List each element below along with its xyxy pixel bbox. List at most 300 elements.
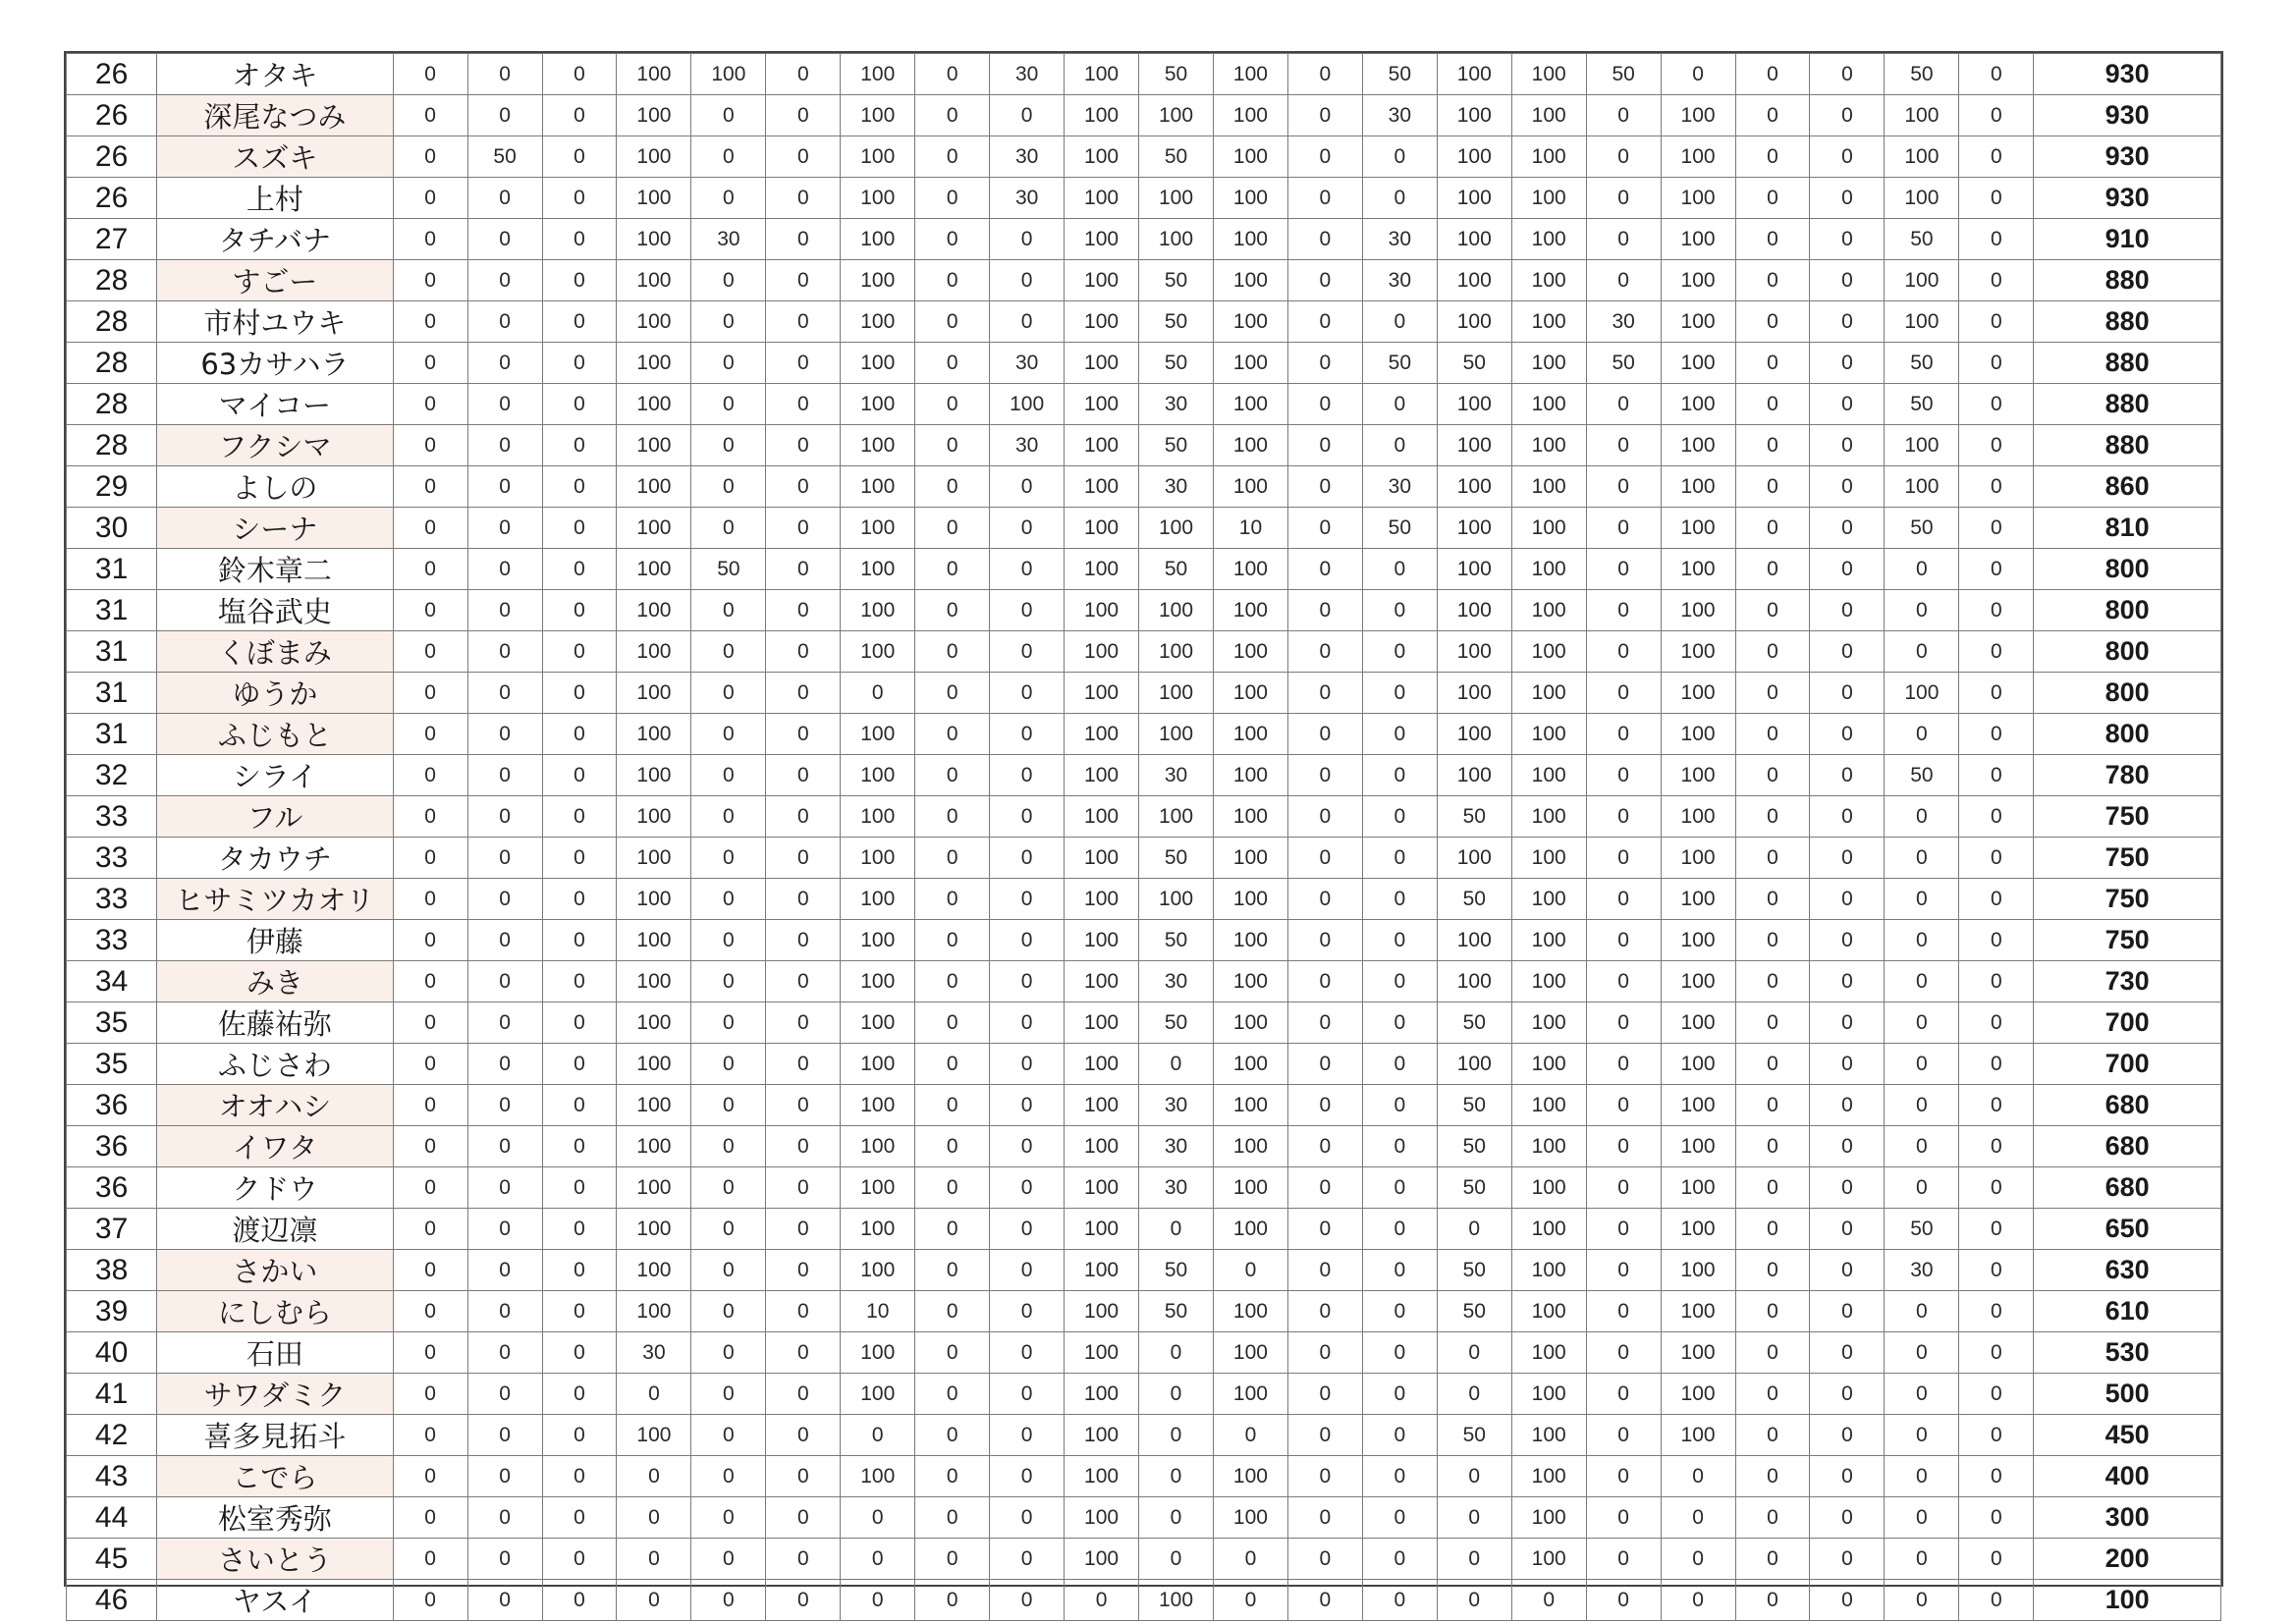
- score-cell: 100: [841, 54, 915, 95]
- score-cell: 0: [990, 95, 1065, 136]
- score-cell: 0: [915, 631, 990, 673]
- score-cell: 100: [1437, 838, 1511, 879]
- score-cell: 100: [841, 838, 915, 879]
- table-row: [67, 549, 2221, 590]
- score-cell: 0: [990, 1415, 1065, 1456]
- total-cell: 680: [2034, 1167, 2221, 1209]
- score-cell: 50: [1885, 219, 1959, 260]
- score-cell: 0: [1213, 1580, 1287, 1621]
- score-cell: 100: [617, 590, 691, 631]
- score-cell: 0: [1810, 136, 1885, 178]
- score-cell: 0: [1287, 54, 1362, 95]
- score-cell: 100: [1065, 1126, 1139, 1167]
- score-cell: 0: [990, 1002, 1065, 1044]
- score-cell: 0: [1362, 631, 1437, 673]
- score-cell: 0: [766, 260, 841, 301]
- score-cell: 100: [1885, 178, 1959, 219]
- score-cell: 0: [1735, 301, 1810, 343]
- score-cell: 0: [1287, 384, 1362, 425]
- score-cell: 0: [542, 714, 617, 755]
- table-row: [67, 1250, 2221, 1291]
- score-cell: 0: [542, 1580, 617, 1621]
- score-cell: 100: [1661, 260, 1735, 301]
- score-cell: 100: [1511, 590, 1586, 631]
- score-cell: 0: [766, 838, 841, 879]
- score-cell: 0: [1810, 301, 1885, 343]
- score-cell: 0: [1287, 178, 1362, 219]
- score-cell: 0: [1959, 590, 2034, 631]
- score-cell: 0: [393, 1250, 467, 1291]
- score-cell: 0: [691, 508, 766, 549]
- score-cell: 0: [1959, 1539, 2034, 1580]
- score-cell: 0: [1586, 1250, 1661, 1291]
- score-cell: 0: [1959, 1209, 2034, 1250]
- score-cell: 0: [990, 755, 1065, 796]
- score-cell: 0: [1810, 590, 1885, 631]
- name-cell: 伊藤: [157, 920, 393, 961]
- score-cell: 0: [1810, 631, 1885, 673]
- score-cell: 100: [617, 1415, 691, 1456]
- score-cell: 0: [1735, 1250, 1810, 1291]
- score-cell: 0: [467, 1002, 542, 1044]
- score-cell: 0: [1586, 1415, 1661, 1456]
- score-cell: 0: [542, 384, 617, 425]
- score-cell: 100: [1065, 466, 1139, 508]
- score-cell: 0: [1586, 508, 1661, 549]
- score-cell: 0: [691, 425, 766, 466]
- score-cell: 100: [617, 1209, 691, 1250]
- score-cell: 100: [1213, 1291, 1287, 1332]
- score-cell: 0: [1885, 961, 1959, 1002]
- score-cell: 100: [617, 466, 691, 508]
- total-cell: 700: [2034, 1002, 2221, 1044]
- score-cell: 0: [617, 1580, 691, 1621]
- score-cell: 100: [1661, 301, 1735, 343]
- score-cell: 100: [841, 95, 915, 136]
- score-cell: 0: [467, 1167, 542, 1209]
- score-cell: 0: [467, 838, 542, 879]
- score-cell: 0: [1735, 1374, 1810, 1415]
- score-cell: 100: [1511, 1539, 1586, 1580]
- rank-cell: 30: [67, 508, 157, 549]
- score-cell: 100: [617, 219, 691, 260]
- score-cell: 0: [1959, 549, 2034, 590]
- score-cell: 0: [691, 1209, 766, 1250]
- score-cell: 100: [841, 466, 915, 508]
- score-cell: 100: [1511, 1374, 1586, 1415]
- score-cell: 100: [1437, 301, 1511, 343]
- score-cell: 100: [1661, 1002, 1735, 1044]
- score-cell: 0: [393, 1167, 467, 1209]
- score-cell: 0: [542, 1167, 617, 1209]
- total-cell: 300: [2034, 1497, 2221, 1539]
- score-cell: 0: [1287, 1539, 1362, 1580]
- score-cell: 0: [1810, 879, 1885, 920]
- score-cell: 100: [1437, 260, 1511, 301]
- score-cell: 100: [841, 1167, 915, 1209]
- score-cell: 0: [542, 54, 617, 95]
- score-cell: 0: [467, 796, 542, 838]
- score-cell: 0: [915, 1580, 990, 1621]
- rank-cell: 28: [67, 343, 157, 384]
- score-cell: 30: [1362, 219, 1437, 260]
- score-cell: 0: [1362, 1456, 1437, 1497]
- score-cell: 0: [542, 1209, 617, 1250]
- total-cell: 930: [2034, 54, 2221, 95]
- score-cell: 0: [542, 755, 617, 796]
- score-cell: 100: [1065, 136, 1139, 178]
- score-cell: 0: [1959, 466, 2034, 508]
- score-cell: 0: [1959, 301, 2034, 343]
- score-cell: 50: [1885, 384, 1959, 425]
- score-cell: 0: [393, 343, 467, 384]
- rank-cell: 37: [67, 1209, 157, 1250]
- score-cell: 0: [915, 1002, 990, 1044]
- table-row: [67, 1167, 2221, 1209]
- score-cell: 100: [990, 384, 1065, 425]
- score-cell: 0: [1287, 1002, 1362, 1044]
- name-cell: タカウチ: [157, 838, 393, 879]
- score-cell: 0: [1959, 1250, 2034, 1291]
- score-cell: 0: [915, 466, 990, 508]
- score-cell: 50: [1885, 1209, 1959, 1250]
- score-cell: 0: [691, 95, 766, 136]
- score-cell: 50: [1437, 1167, 1511, 1209]
- score-cell: 100: [1065, 920, 1139, 961]
- score-cell: 100: [1661, 178, 1735, 219]
- score-cell: 0: [1139, 1209, 1214, 1250]
- table-row: [67, 755, 2221, 796]
- score-cell: 100: [1437, 384, 1511, 425]
- score-cell: 0: [1735, 714, 1810, 755]
- score-cell: 100: [617, 425, 691, 466]
- score-cell: 100: [841, 1250, 915, 1291]
- name-cell: さいとう: [157, 1539, 393, 1580]
- total-cell: 930: [2034, 178, 2221, 219]
- score-cell: 100: [1139, 219, 1214, 260]
- score-cell: 100: [1511, 384, 1586, 425]
- name-cell: すごー: [157, 260, 393, 301]
- score-cell: 0: [691, 1580, 766, 1621]
- score-cell: 100: [691, 54, 766, 95]
- score-cell: 100: [1661, 384, 1735, 425]
- score-cell: 100: [1661, 961, 1735, 1002]
- score-cell: 0: [467, 466, 542, 508]
- score-cell: 0: [467, 631, 542, 673]
- score-cell: 0: [393, 1291, 467, 1332]
- score-cell: 100: [1511, 219, 1586, 260]
- score-cell: 0: [1661, 1539, 1735, 1580]
- score-cell: 0: [393, 1539, 467, 1580]
- score-cell: 50: [1362, 508, 1437, 549]
- score-cell: 0: [542, 301, 617, 343]
- score-cell: 0: [990, 1374, 1065, 1415]
- score-cell: 0: [1362, 384, 1437, 425]
- score-cell: 0: [393, 838, 467, 879]
- total-cell: 910: [2034, 219, 2221, 260]
- score-cell: 50: [1139, 343, 1214, 384]
- score-cell: 0: [990, 1085, 1065, 1126]
- score-cell: 0: [1959, 879, 2034, 920]
- name-cell: ゆうか: [157, 673, 393, 714]
- score-cell: 0: [990, 1167, 1065, 1209]
- score-cell: 100: [617, 631, 691, 673]
- score-cell: 50: [1437, 1085, 1511, 1126]
- score-cell: 0: [1586, 879, 1661, 920]
- score-cell: 100: [1213, 549, 1287, 590]
- rank-cell: 38: [67, 1250, 157, 1291]
- score-cell: 0: [467, 673, 542, 714]
- score-cell: 0: [1735, 673, 1810, 714]
- score-cell: 0: [393, 1456, 467, 1497]
- score-cell: 0: [1885, 1167, 1959, 1209]
- score-cell: 100: [1437, 178, 1511, 219]
- score-cell: 100: [1511, 714, 1586, 755]
- score-cell: 100: [1661, 1415, 1735, 1456]
- score-cell: 0: [467, 714, 542, 755]
- score-cell: 0: [393, 178, 467, 219]
- total-cell: 680: [2034, 1126, 2221, 1167]
- rank-cell: 31: [67, 590, 157, 631]
- score-cell: 100: [617, 838, 691, 879]
- score-cell: 0: [766, 178, 841, 219]
- total-cell: 650: [2034, 1209, 2221, 1250]
- ranking-table: [66, 53, 2221, 1621]
- name-cell: 佐藤祐弥: [157, 1002, 393, 1044]
- score-cell: 100: [1661, 95, 1735, 136]
- rank-cell: 43: [67, 1456, 157, 1497]
- score-cell: 0: [915, 178, 990, 219]
- score-cell: 100: [1511, 54, 1586, 95]
- score-cell: 0: [841, 1539, 915, 1580]
- score-cell: 0: [1586, 796, 1661, 838]
- score-cell: 0: [691, 301, 766, 343]
- rank-cell: 31: [67, 631, 157, 673]
- score-cell: 100: [617, 1250, 691, 1291]
- total-cell: 860: [2034, 466, 2221, 508]
- name-cell: 市村ユウキ: [157, 301, 393, 343]
- score-cell: 0: [1735, 1539, 1810, 1580]
- score-cell: 100: [841, 714, 915, 755]
- score-cell: 0: [691, 1332, 766, 1374]
- score-cell: 100: [1511, 796, 1586, 838]
- score-cell: 0: [1586, 384, 1661, 425]
- score-cell: 100: [1213, 178, 1287, 219]
- score-cell: 0: [467, 54, 542, 95]
- score-cell: 100: [841, 1085, 915, 1126]
- score-cell: 100: [1511, 961, 1586, 1002]
- score-cell: 100: [617, 136, 691, 178]
- score-cell: 100: [1511, 343, 1586, 384]
- score-cell: 100: [1065, 54, 1139, 95]
- score-cell: 0: [467, 590, 542, 631]
- score-cell: 0: [990, 1209, 1065, 1250]
- score-cell: 50: [1437, 1415, 1511, 1456]
- score-cell: 0: [766, 549, 841, 590]
- score-cell: 100: [841, 1374, 915, 1415]
- score-cell: 100: [1661, 508, 1735, 549]
- score-cell: 0: [1362, 425, 1437, 466]
- score-cell: 0: [1735, 920, 1810, 961]
- score-cell: 0: [1810, 796, 1885, 838]
- score-cell: 50: [1885, 755, 1959, 796]
- score-cell: 100: [1213, 54, 1287, 95]
- score-cell: 30: [1362, 466, 1437, 508]
- rank-cell: 31: [67, 673, 157, 714]
- score-cell: 0: [1362, 1415, 1437, 1456]
- score-cell: 0: [766, 1044, 841, 1085]
- total-cell: 800: [2034, 590, 2221, 631]
- total-cell: 630: [2034, 1250, 2221, 1291]
- score-cell: 0: [542, 343, 617, 384]
- score-cell: 0: [1213, 1250, 1287, 1291]
- score-cell: 0: [1735, 1332, 1810, 1374]
- score-cell: 50: [1586, 54, 1661, 95]
- score-cell: 0: [841, 1415, 915, 1456]
- score-cell: 0: [393, 1580, 467, 1621]
- score-cell: 0: [1810, 673, 1885, 714]
- score-cell: 0: [1287, 1456, 1362, 1497]
- score-cell: 0: [467, 219, 542, 260]
- score-cell: 100: [617, 920, 691, 961]
- score-cell: 100: [841, 343, 915, 384]
- score-cell: 0: [1735, 1291, 1810, 1332]
- score-cell: 100: [841, 879, 915, 920]
- score-cell: 0: [1735, 136, 1810, 178]
- score-cell: 0: [691, 1250, 766, 1291]
- score-cell: 100: [1065, 590, 1139, 631]
- score-cell: 0: [1959, 1497, 2034, 1539]
- score-cell: 0: [1586, 590, 1661, 631]
- score-cell: 100: [1437, 714, 1511, 755]
- score-cell: 0: [393, 1002, 467, 1044]
- score-cell: 50: [1139, 425, 1214, 466]
- score-cell: 0: [1810, 178, 1885, 219]
- score-cell: 100: [1661, 920, 1735, 961]
- score-cell: 0: [915, 343, 990, 384]
- score-cell: 100: [1437, 425, 1511, 466]
- score-cell: 0: [1735, 1456, 1810, 1497]
- total-cell: 800: [2034, 673, 2221, 714]
- score-cell: 0: [1139, 1374, 1214, 1415]
- score-cell: 0: [542, 1374, 617, 1415]
- score-cell: 30: [1139, 1126, 1214, 1167]
- score-cell: 0: [691, 1374, 766, 1415]
- score-cell: 0: [1287, 1126, 1362, 1167]
- score-cell: 0: [1959, 425, 2034, 466]
- score-cell: 0: [1661, 1497, 1735, 1539]
- score-cell: 0: [1586, 1044, 1661, 1085]
- table-row: [67, 1415, 2221, 1456]
- score-cell: 100: [617, 1002, 691, 1044]
- score-cell: 100: [1139, 879, 1214, 920]
- name-cell: ヤスイ: [157, 1580, 393, 1621]
- score-cell: 100: [1065, 1497, 1139, 1539]
- score-cell: 0: [542, 95, 617, 136]
- table-row: [67, 343, 2221, 384]
- score-cell: 30: [990, 54, 1065, 95]
- score-cell: 0: [1810, 219, 1885, 260]
- score-cell: 100: [1661, 425, 1735, 466]
- score-cell: 0: [542, 549, 617, 590]
- score-cell: 100: [1661, 879, 1735, 920]
- score-cell: 0: [691, 178, 766, 219]
- score-cell: 0: [467, 1250, 542, 1291]
- score-cell: 0: [1213, 1415, 1287, 1456]
- score-cell: 50: [1139, 549, 1214, 590]
- score-cell: 100: [1661, 1085, 1735, 1126]
- score-cell: 0: [1362, 1580, 1437, 1621]
- score-cell: 0: [1139, 1415, 1214, 1456]
- total-cell: 800: [2034, 714, 2221, 755]
- name-cell: スズキ: [157, 136, 393, 178]
- score-cell: 100: [1065, 673, 1139, 714]
- score-cell: 0: [1586, 1085, 1661, 1126]
- score-cell: 0: [1959, 260, 2034, 301]
- score-cell: 100: [841, 1332, 915, 1374]
- score-cell: 100: [1661, 838, 1735, 879]
- score-cell: 0: [1735, 1002, 1810, 1044]
- score-cell: 100: [1213, 1085, 1287, 1126]
- score-cell: 100: [617, 508, 691, 549]
- score-cell: 0: [1362, 838, 1437, 879]
- score-cell: 0: [766, 796, 841, 838]
- score-cell: 100: [1437, 136, 1511, 178]
- score-cell: 100: [841, 1126, 915, 1167]
- score-cell: 0: [1287, 796, 1362, 838]
- score-cell: 0: [915, 260, 990, 301]
- name-cell: クドウ: [157, 1167, 393, 1209]
- score-cell: 0: [1287, 1250, 1362, 1291]
- score-cell: 100: [1511, 260, 1586, 301]
- score-cell: 0: [766, 961, 841, 1002]
- score-cell: 0: [691, 1002, 766, 1044]
- name-cell: フル: [157, 796, 393, 838]
- score-cell: 0: [542, 631, 617, 673]
- score-cell: 0: [393, 879, 467, 920]
- score-cell: 0: [1213, 1539, 1287, 1580]
- score-cell: 0: [990, 466, 1065, 508]
- score-cell: 0: [1735, 54, 1810, 95]
- score-cell: 0: [915, 961, 990, 1002]
- score-cell: 100: [1437, 590, 1511, 631]
- score-cell: 100: [1511, 508, 1586, 549]
- score-cell: 30: [990, 343, 1065, 384]
- score-cell: 100: [841, 796, 915, 838]
- score-cell: 0: [766, 1085, 841, 1126]
- score-cell: 0: [766, 631, 841, 673]
- score-cell: 100: [841, 1002, 915, 1044]
- score-cell: 0: [1885, 1456, 1959, 1497]
- score-cell: 0: [1586, 1002, 1661, 1044]
- score-cell: 0: [542, 920, 617, 961]
- score-cell: 0: [1362, 961, 1437, 1002]
- name-cell: 上村: [157, 178, 393, 219]
- score-cell: 0: [1810, 1580, 1885, 1621]
- score-cell: 100: [1661, 1044, 1735, 1085]
- table-row: [67, 95, 2221, 136]
- score-cell: 100: [1661, 1332, 1735, 1374]
- score-cell: 0: [1586, 838, 1661, 879]
- score-cell: 0: [1959, 755, 2034, 796]
- score-cell: 0: [1959, 178, 2034, 219]
- total-cell: 200: [2034, 1539, 2221, 1580]
- score-cell: 100: [1661, 714, 1735, 755]
- score-cell: 100: [841, 1456, 915, 1497]
- score-cell: 100: [841, 260, 915, 301]
- score-cell: 0: [766, 1497, 841, 1539]
- table-row: [67, 714, 2221, 755]
